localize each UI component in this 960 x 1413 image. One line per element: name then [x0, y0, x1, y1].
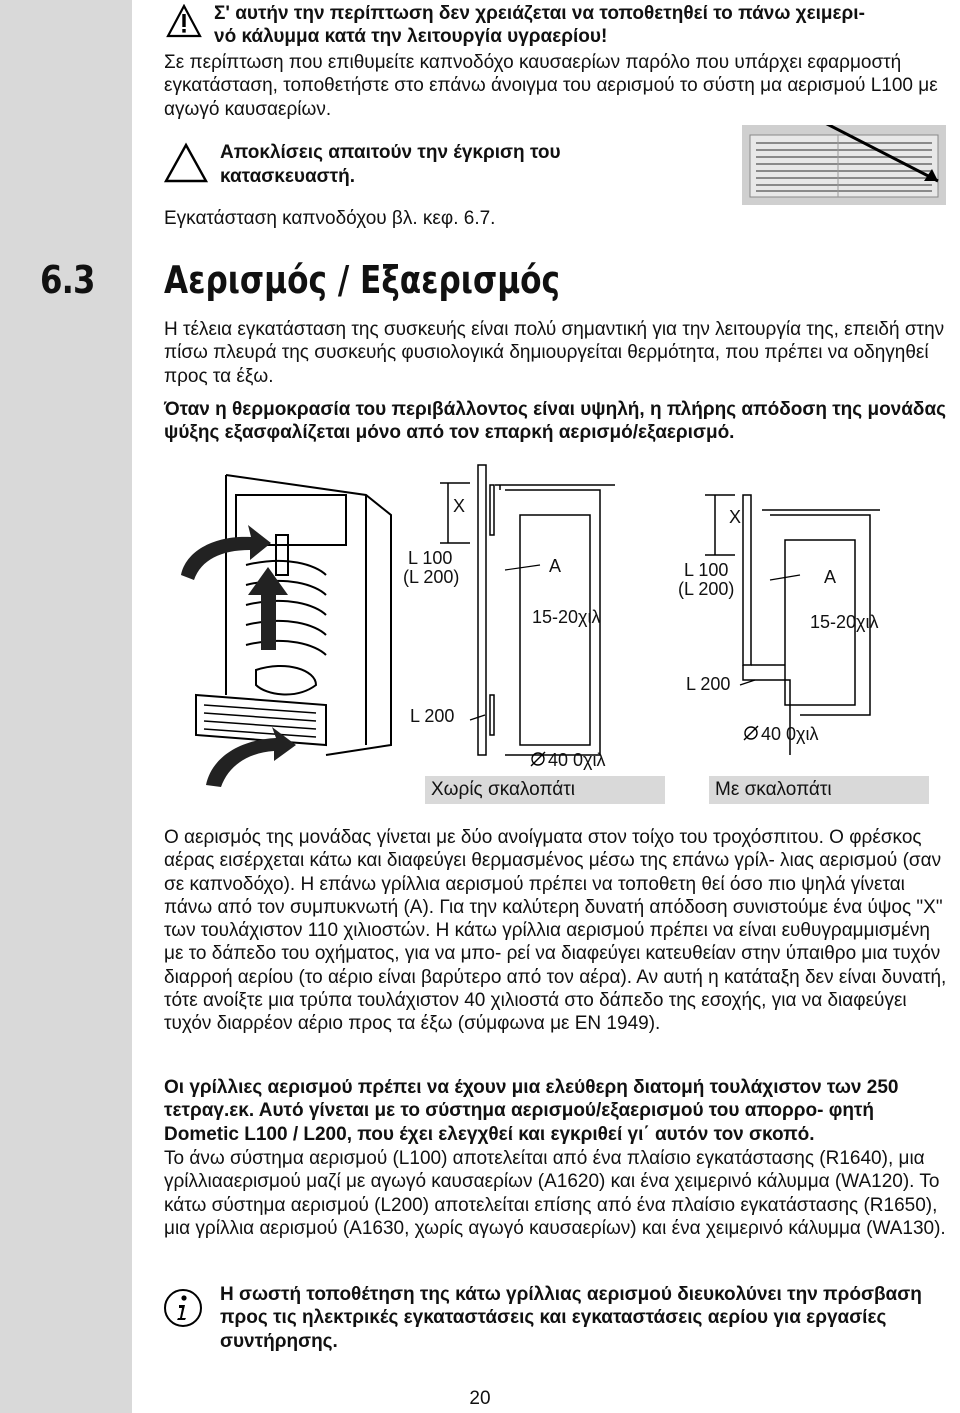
body-bold-paragraph: Οι γρίλλιες αερισμού πρέπει να έχουν μια ελεύθερη διατομή τουλάχιστον των 250 τετραγ.εκ. Αυτό γίνεται με το σύστημα αερισμού/εξαερισμού του απορρο- φητή Dometic L100 / L200, που έχει ελεγχθεί και εγκριθεί γι΄ αυτόν τον σκοπό. — [164, 1077, 899, 1145]
label-l200-paren-right: (L 200) — [678, 579, 735, 599]
label-l200-right: L 200 — [686, 674, 731, 694]
page-number: 20 — [469, 1388, 491, 1409]
warning-top-body: Σε περίπτωση που επιθυμείτε καπνοδόχο καυσαερίων παρόλο που υπάρχει εφαρμοστή εγκατάσταση, τοποθετήστε στο επάνω άνοιγμα του αερισμού το σύστη μα αερισμού L100 με αγωγό καυσαερίων. — [164, 52, 938, 120]
label-gap-right: 15-20χιλ — [810, 612, 879, 632]
section-number: 6.3 — [40, 258, 95, 302]
label-l100-left: L 100 — [408, 548, 453, 568]
warning-second-line2: κατασκευαστή. — [220, 166, 355, 187]
ventilation-grille-image — [742, 125, 946, 205]
diameter-icon — [530, 751, 546, 767]
left-sidebar — [0, 0, 132, 1413]
intro-paragraph: Η τέλεια εγκατάσταση της συσκευής είναι πολύ σημαντική για την λειτουργία της, επειδή στην πίσω πλευρά της συσκευής φυσιολογικά δημιουργείται θερμότητα, που πρέπει να οδηγηθεί προς τα έξω. — [164, 319, 945, 387]
body-paragraph: Ο αερισμός της μονάδας γίνεται με δύο ανοίγματα στον τοίχο του τροχόσπιτου. Ο φρέσκος αέρας εισέρχεται κάτω και διαφεύγει θερμασμένος μέσω της επάνω γρίλ- λιας αερισμού (σαν σε καπνοδόχο). Η επάνω γρίλλια αερισμού πρέπει να τοποθετη θεί όσο πιο ψηλά γίνεται πάνω από τον συμπυκνωτή (Α). Για την καλύτερη δυνατή απόδοση συνιστούμε ένα ύψος "Χ" των τουλάχιστον 110 χιλιοστών. Η κάτω γρίλλια αερισμού πρέπει να είναι ευθυγραμμισμένη με το δάπεδο του οχήματος, για να μπο- ρεί να διαφεύγει κατευθείαν στην ύπαιθρο μια τυχόν διαρροή αερίου (το αέριο είναι βαρύτερο από τον αέρα). Αν αυτή η κατάταξη δεν είναι δυνατή, τότε ανοίξτε μια τρύπα τουλάχιστον 40 χιλιοστά στο δάπεδο της εσοχής, για να διαφεύγει τυχόν διαρρέον αέριο προς τα έξω (σύμφωνα με ΕΝ 1949). — [164, 827, 947, 1035]
fridge-ventilation-illustration — [166, 455, 406, 790]
caption-right: Με σκαλοπάτι — [709, 776, 929, 804]
caption-left: Χωρίς σκαλοπάτι — [425, 776, 665, 804]
label-gap-left: 15-20χιλ — [532, 607, 601, 627]
label-a-right: A — [824, 567, 837, 587]
info-note: Η σωστή τοποθέτηση της κάτω γρίλλιας αερισμού διευκολύνει την πρόσβαση προς τις ηλεκτρικές εγκαταστάσεις και εγκαταστάσεις αερίου για εργασίες συντήρησης. — [220, 1284, 922, 1352]
warning-second-line1: Αποκλίσεις απαιτούν την έγκριση του — [220, 142, 561, 163]
intro-bold-paragraph: Όταν η θερμοκρασία του περιβάλλοντος είναι υψηλή, η πλήρης απόδοση της μονάδας ψύξης εξασφαλίζεται μόνο από τον επαρκή αερισμό/εξαερισμό. — [164, 399, 947, 444]
label-a-left: A — [549, 556, 562, 576]
warning-top-line1: Σ' αυτήν την περίπτωση δεν χρειάζεται να τοποθετηθεί το πάνω χειμερι- — [214, 3, 865, 24]
label-x-left: X — [453, 496, 466, 516]
info-icon — [163, 1288, 203, 1328]
section-title: Αερισμός / Εξαερισμός — [164, 258, 561, 302]
label-x-right: X — [729, 507, 742, 527]
label-hole-left: 40 0χιλ — [548, 750, 606, 770]
body-paragraph-systems: Το άνω σύστημα αερισμού (L100) αποτελείται από ένα πλαίσιο εγκατάστασης (R1640), μια γρίλλιααερισμού μαζί με αγωγό καυσαερίων (Α1620) και ένα χειμερινό κάλυμμα (WA120). Το κάτω σύστημα αερισμού (L200) αποτελείται επίσης από ένα πλαίσιο εγκατάστασης (R1650), μια γρίλλια αερισμού (Α1630, χωρίς αγωγό καυσαερίων) και ένα χειμερινό κάλυμμα (WA130). — [164, 1148, 946, 1239]
label-l100-right: L 100 — [684, 560, 729, 580]
label-l200-paren-left: (L 200) — [403, 567, 460, 587]
label-l200-left: L 200 — [410, 706, 455, 726]
warning-top-line2: νό κάλυμμα κατά την λειτουργία υγραερίου! — [214, 26, 608, 47]
warning-icon — [166, 4, 202, 38]
label-hole-right: 40 0χιλ — [761, 724, 819, 744]
warning-triangle-icon — [163, 142, 209, 184]
diameter-icon — [743, 725, 759, 741]
installation-diagrams — [400, 455, 960, 815]
chimney-reference: Εγκατάσταση καπνοδόχου βλ. κεφ. 6.7. — [164, 208, 496, 229]
